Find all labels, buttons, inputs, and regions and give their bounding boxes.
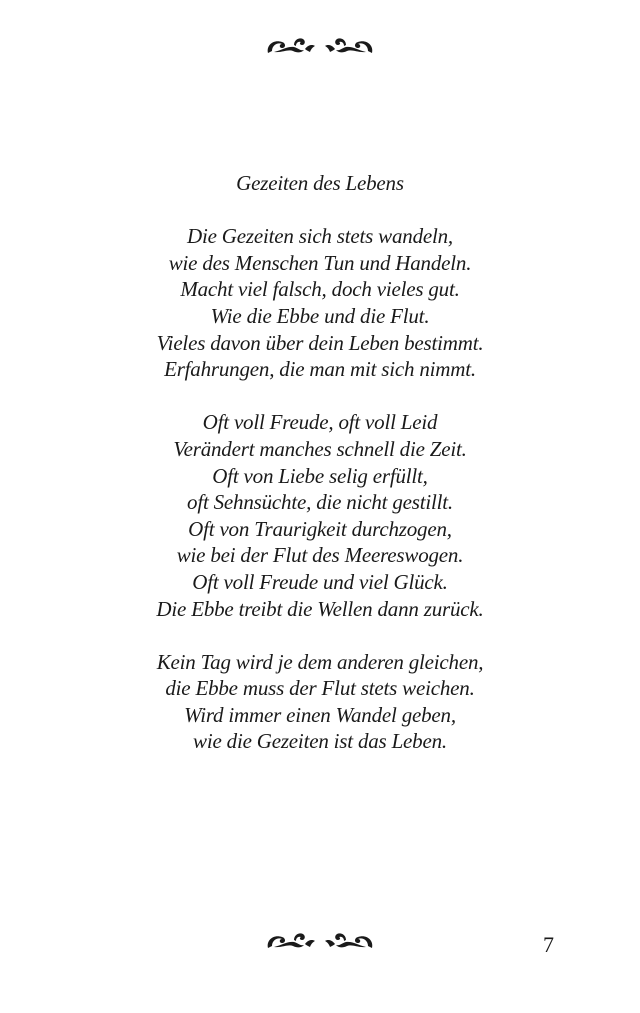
poem-line: Erfahrungen, die man mit sich nimmt. — [164, 357, 476, 382]
poem-line: Oft von Traurigkeit durchzogen, — [188, 516, 452, 541]
poem-title: Gezeiten des Lebens — [236, 171, 404, 195]
stanza-1 — [0, 223, 640, 383]
poem-line: Die Gezeiten sich stets wandeln, — [187, 224, 453, 249]
poem-line: Verändert manches schnell die Zeit. — [173, 436, 467, 461]
poem-line: Wie die Ebbe und die Flut. — [210, 303, 430, 328]
poem-line: die Ebbe muss der Flut stets weichen. — [165, 676, 475, 701]
top-floral-ornament-icon — [264, 33, 376, 57]
poem-line: Oft voll Freude und viel Glück. — [192, 569, 448, 594]
poem-line: Die Ebbe treibt die Wellen dann zurück. — [156, 596, 484, 621]
poem-line: Kein Tag wird je dem anderen gleichen, — [156, 649, 484, 674]
poem-line: wie des Menschen Tun und Handeln. — [168, 250, 472, 275]
poem-line: oft Sehnsüchte, die nicht gestillt. — [187, 490, 453, 515]
bottom-floral-ornament-icon — [264, 928, 376, 952]
poem-line: wie bei der Flut des Meereswogen. — [176, 543, 464, 568]
poem-line: Macht viel falsch, doch vieles gut. — [180, 277, 460, 302]
poem-line: Vieles davon über dein Leben bestimmt. — [156, 330, 484, 355]
stanza-3 — [0, 649, 640, 755]
stanza-2 — [0, 409, 640, 622]
poem-line: Oft voll Freude, oft voll Leid — [202, 410, 438, 435]
page-number: 7 — [543, 932, 554, 957]
poem-line: wie die Gezeiten ist das Leben. — [193, 729, 447, 754]
poem-line: Wird immer einen Wandel geben, — [184, 702, 456, 727]
poem-line: Oft von Liebe selig erfüllt, — [212, 463, 428, 488]
poem — [0, 170, 640, 782]
